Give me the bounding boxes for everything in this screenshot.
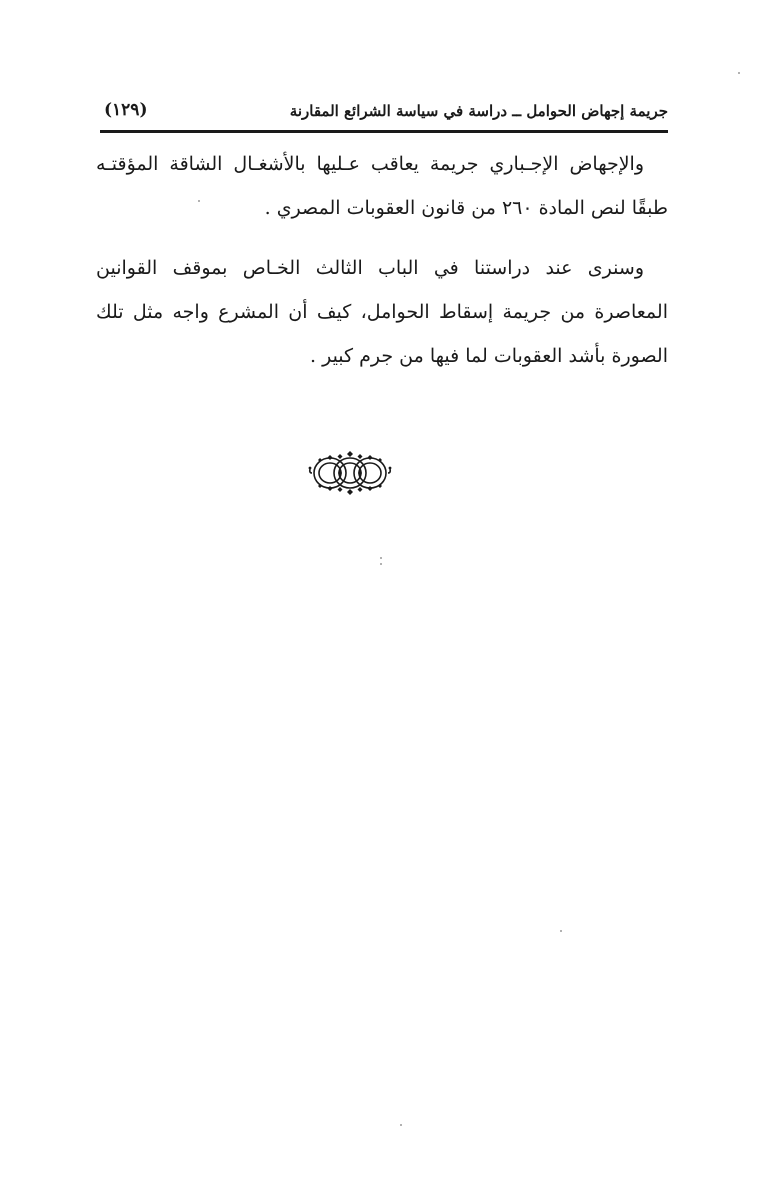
header-divider (100, 130, 668, 133)
paper-speck (560, 930, 562, 932)
paper-speck (198, 200, 200, 202)
paper-speck (738, 72, 740, 74)
page-number: (١٢٩) (104, 100, 148, 120)
body-text (96, 142, 668, 378)
paragraph: وسنرى عند دراستنا في الباب الثالث الخـاص بموقف القوانين المعاصرة من جريمة إسقاط الحوامل، كيف أن المشرع واجه مثل تلك الصورة بأشد العقوبات لما فيها من جرم كبير . (96, 257, 668, 367)
paper-speck (380, 563, 382, 565)
arabesque-ornament-icon (308, 448, 392, 498)
paper-speck (400, 1124, 402, 1126)
running-header (100, 100, 668, 128)
paper-speck (380, 557, 382, 559)
paragraph: والإجهاض الإجـباري جريمة يعاقب عـليها بالأشغـال الشاقة المؤقتـه طبقًا لنص المادة ٢٦٠ من قانون العقوبات المصري . (96, 153, 668, 219)
running-header-title: جريمة إجهاض الحوامل ــ دراسة في سياسة الشرائع المقارنة (289, 102, 668, 120)
